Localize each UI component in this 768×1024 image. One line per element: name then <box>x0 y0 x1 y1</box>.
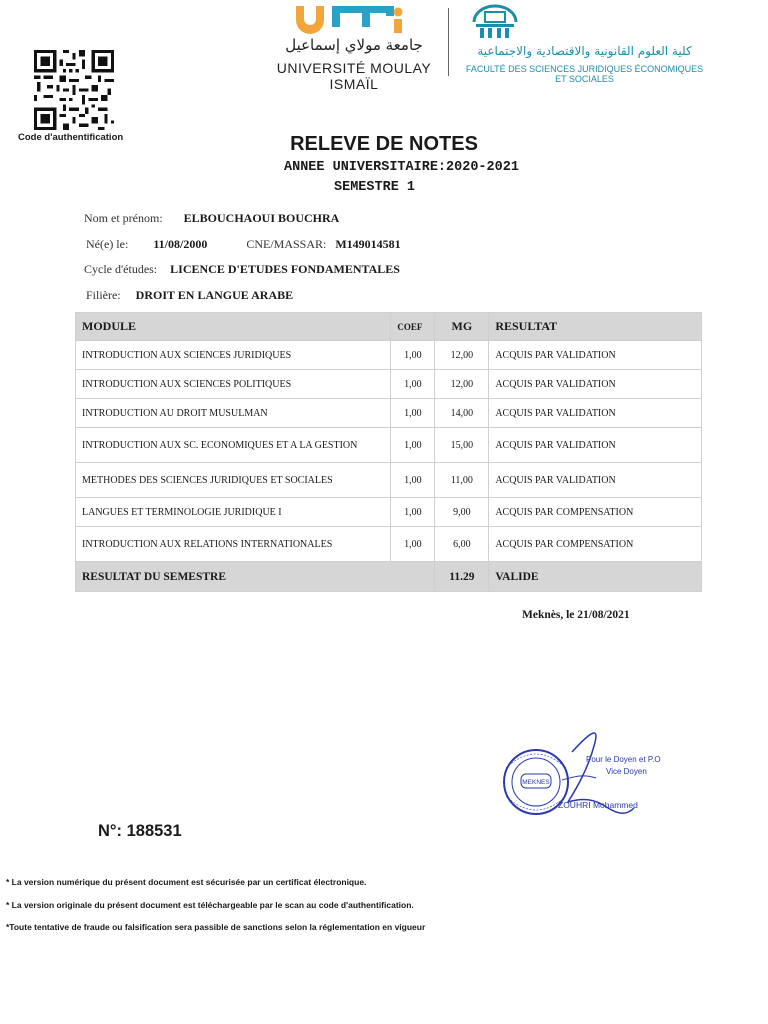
semester-result-label: RESULTAT DU SEMESTRE <box>76 562 435 592</box>
module-result: ACQUIS PAR VALIDATION <box>489 463 702 498</box>
birth-line <box>86 237 401 252</box>
header-mg: MG <box>435 313 489 341</box>
student-name: ELBOUCHAOUI BOUCHRA <box>183 211 340 225</box>
issue-date: Meknès, le 21/08/2021 <box>522 609 630 621</box>
faculty-logo <box>462 4 712 84</box>
semester-result: VALIDE <box>489 562 702 592</box>
module-name: LANGUES ET TERMINOLOGIE JURIDIQUE I <box>76 498 391 527</box>
university-name-ar: جامعة مولاي إسماعيل <box>285 36 423 54</box>
module-grade: 6,00 <box>435 527 489 562</box>
module-result: ACQUIS PAR VALIDATION <box>489 399 702 428</box>
cne-label: CNE/MASSAR: <box>246 237 327 251</box>
module-coef: 1,00 <box>391 341 435 370</box>
cycle-line <box>84 262 400 277</box>
module-name: INTRODUCTION AUX SCIENCES JURIDIQUES <box>76 341 391 370</box>
umi-mark-icon <box>292 6 412 36</box>
module-name: INTRODUCTION AUX SC. ECONOMIQUES ET A LA GESTION <box>76 428 391 463</box>
module-grade: 15,00 <box>435 428 489 463</box>
filiere-label: Filière: <box>86 288 121 302</box>
grades-table <box>75 312 702 592</box>
semester-average: 11.29 <box>435 562 489 592</box>
faculty-building-icon <box>470 4 520 40</box>
cne-value: M149014581 <box>335 237 401 251</box>
student-name-line <box>84 211 339 226</box>
birth-label: Né(e) le: <box>86 237 129 251</box>
module-name: INTRODUCTION AU DROIT MUSULMAN <box>76 399 391 428</box>
module-coef: 1,00 <box>391 370 435 399</box>
stamp-signer: ZOUHRI Mohammed <box>558 800 638 810</box>
seal-signature-icon <box>494 728 684 828</box>
module-coef: 1,00 <box>391 463 435 498</box>
qr-code <box>34 50 114 130</box>
semester-result-row <box>76 562 702 592</box>
table-row <box>76 341 702 370</box>
header-result: RESULTAT <box>489 313 702 341</box>
semester: SEMESTRE 1 <box>334 180 416 195</box>
cycle-label: Cycle d'études: <box>84 262 158 276</box>
module-result: ACQUIS PAR VALIDATION <box>489 370 702 399</box>
footnote-1: * La version numérique du présent document est sécurisée par un certificat électronique. <box>6 877 367 887</box>
stamp-line1: Pour le Doyen et P.O <box>586 755 661 764</box>
table-row <box>76 463 702 498</box>
university-name-fr: UNIVERSITÉ MOULAY ISMAÏL <box>276 60 432 92</box>
header-module: MODULE <box>76 313 391 341</box>
module-grade: 9,00 <box>435 498 489 527</box>
qr-label: Code d'authentification <box>18 132 124 143</box>
academic-year: ANNEE UNIVERSITAIRE:2020-2021 <box>284 160 519 175</box>
table-row <box>76 428 702 463</box>
module-result: ACQUIS PAR VALIDATION <box>489 428 702 463</box>
module-coef: 1,00 <box>391 498 435 527</box>
footnote-3: *Toute tentative de fraude ou falsification sera passible de sanctions selon la réglementation en vigueur <box>6 922 426 932</box>
filiere-line <box>86 288 293 303</box>
document-title: RELEVE DE NOTES <box>290 133 478 155</box>
table-row <box>76 399 702 428</box>
name-label: Nom et prénom: <box>84 211 163 225</box>
table-row <box>76 370 702 399</box>
faculty-name-fr: FACULTÉ DES SCIENCES JURIDIQUES ÉCONOMIQUES ET SOCIALES <box>465 64 704 84</box>
table-row <box>76 527 702 562</box>
seal-city: MEKNES <box>522 779 550 786</box>
official-stamp <box>494 728 684 828</box>
stamp-line2: Vice Doyen <box>606 767 647 776</box>
footnote-2: * La version originale du présent document est téléchargeable par le scan au code d'authentification. <box>6 900 414 910</box>
cycle-value: LICENCE D'ETUDES FONDAMENTALES <box>170 262 400 276</box>
table-header-row <box>76 313 702 341</box>
module-name: METHODES DES SCIENCES JURIDIQUES ET SOCIALES <box>76 463 391 498</box>
document-number: N°: 188531 <box>98 822 182 840</box>
module-coef: 1,00 <box>391 428 435 463</box>
module-result: ACQUIS PAR VALIDATION <box>489 341 702 370</box>
filiere-value: DROIT EN LANGUE ARABE <box>135 288 294 302</box>
module-grade: 12,00 <box>435 370 489 399</box>
module-result: ACQUIS PAR COMPENSATION <box>489 527 702 562</box>
header-coef: COEF <box>391 313 435 341</box>
module-coef: 1,00 <box>391 527 435 562</box>
module-grade: 11,00 <box>435 463 489 498</box>
faculty-name-ar: كلية العلوم القانونية والاقتصادية والاجتماعية <box>477 44 692 58</box>
module-coef: 1,00 <box>391 399 435 428</box>
university-logo <box>268 4 440 92</box>
table-row <box>76 498 702 527</box>
header-divider <box>448 8 449 76</box>
module-grade: 14,00 <box>435 399 489 428</box>
birth-date: 11/08/2000 <box>153 237 208 251</box>
module-result: ACQUIS PAR COMPENSATION <box>489 498 702 527</box>
module-name: INTRODUCTION AUX RELATIONS INTERNATIONALES <box>76 527 391 562</box>
module-grade: 12,00 <box>435 341 489 370</box>
module-name: INTRODUCTION AUX SCIENCES POLITIQUES <box>76 370 391 399</box>
